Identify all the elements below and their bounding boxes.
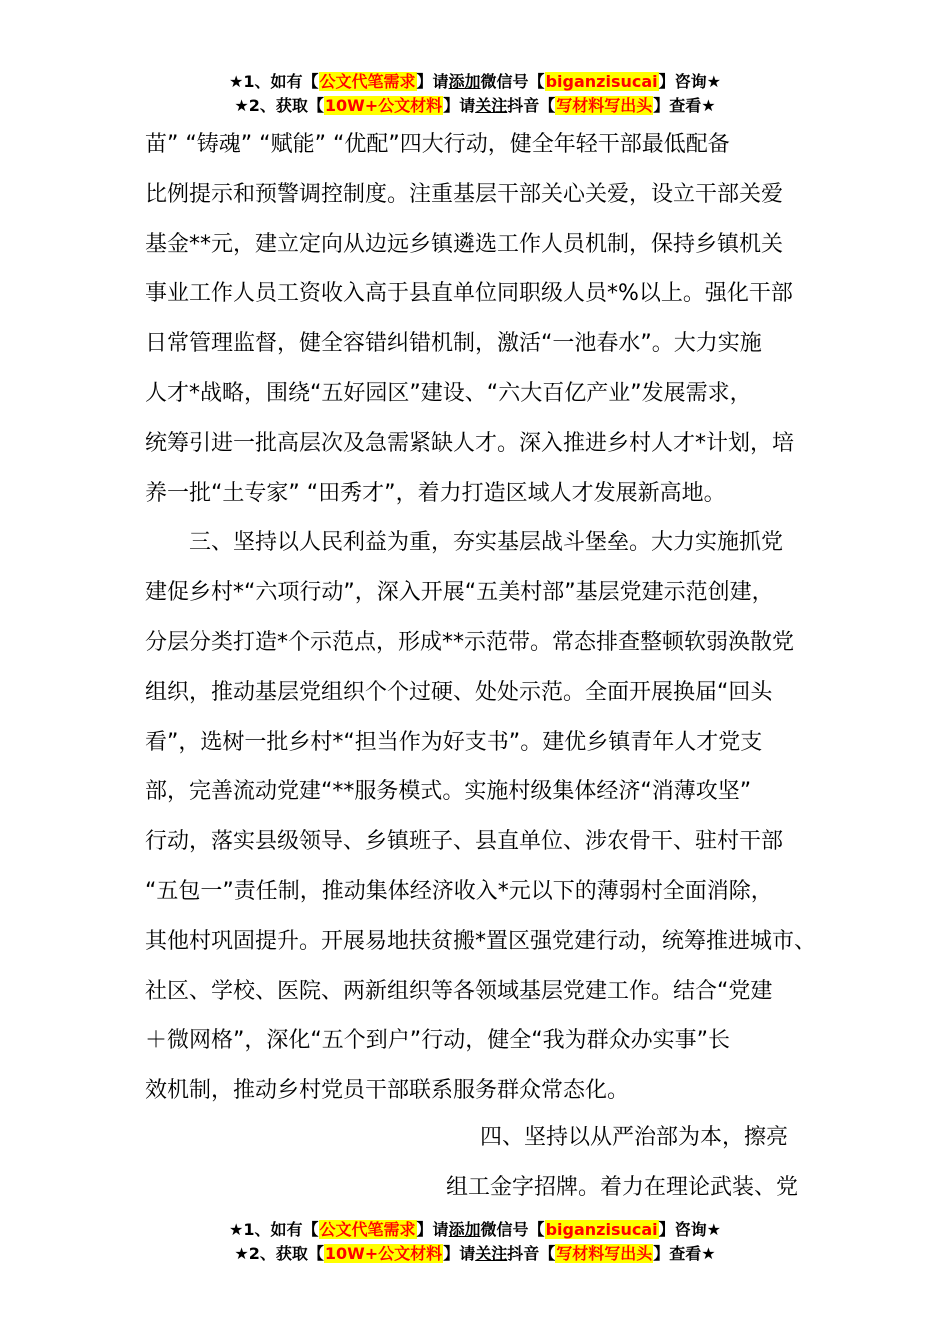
banner-line-1 (0, 70, 950, 94)
banner-text: ★1、如有【 (229, 1220, 319, 1239)
banner-text: 】请 (443, 1244, 476, 1263)
body-line: 养一批“土专家” “田秀才”，着力打造区域人才发展新高地。 (145, 480, 726, 506)
body-line: 行动，落实县级领导、乡镇班子、县直单位、涉农骨干、驻村干部 (145, 829, 784, 855)
banner-text: 】请 (443, 96, 476, 115)
body-line: 组织，推动基层党组织个个过硬、处处示范。全面开展换届“回头 (145, 679, 773, 705)
banner-text: 】请 (416, 1220, 449, 1239)
banner-highlight: 写材料写出头 (556, 1244, 653, 1263)
body-line: 社区、学校、医院、两新组织等各领域基层党建工作。结合“党建 (145, 978, 773, 1004)
banner-text: ★2、获取【 (234, 1244, 324, 1263)
banner-text: ★1、如有【 (229, 72, 319, 91)
body-line: 统筹引进一批高层次及急需紧缺人才。深入推进乡村人才*计划，培 (145, 430, 795, 456)
banner-highlight: 写材料写出头 (556, 96, 653, 115)
footer-banner (0, 1218, 950, 1266)
body-line: ＋微网格”，深化“五个到户”行动，健全“我为群众办实事”长 (145, 1028, 730, 1054)
banner-underlined: 添加 (448, 72, 481, 91)
banner-text: 】查看★ (653, 96, 716, 115)
body-line: 比例提示和预警调控制度。注重基层干部关心关爱，设立干部关爱 (145, 181, 784, 207)
banner-highlight: 公文代笔需求 (319, 1220, 416, 1239)
banner-line-1 (0, 1218, 950, 1242)
section-heading-four-continued: 组工金字招牌。着力在理论武装、党 (446, 1175, 799, 1200)
document-body (145, 120, 835, 1116)
banner-line-2 (0, 94, 950, 118)
banner-highlight: 10W+公文材料 (324, 96, 443, 115)
body-line: 日常管理监督，健全容错纠错机制，激活“一池春水”。大力实施 (145, 331, 762, 357)
banner-text: 】请 (416, 72, 449, 91)
banner-line-2 (0, 1242, 950, 1266)
body-line: 基金**元，建立定向从边远乡镇遴选工作人员机制，保持乡镇机关 (145, 231, 784, 257)
body-line: 效机制，推动乡村党员干部联系服务群众常态化。 (145, 1078, 630, 1104)
banner-underlined: 添加 (448, 1220, 481, 1239)
banner-highlight: biganzisucai (545, 1220, 658, 1239)
banner-underlined: 关注 (475, 96, 508, 115)
body-line: 三、坚持以人民利益为重，夯实基层战斗堡垒。大力实施抓党 (145, 530, 784, 556)
banner-text: ★2、获取【 (234, 96, 324, 115)
banner-text: 】咨询★ (658, 1220, 721, 1239)
banner-text: 微信号【 (480, 1220, 545, 1239)
body-line: 苗” “铸魂” “赋能” “优配”四大行动，健全年轻干部最低配备 (145, 132, 730, 157)
body-line: 部，完善流动党建“**服务模式。实施村级集体经济“消薄攻坚” (145, 779, 752, 805)
body-line: 人才*战略，围绕“五好园区”建设、“六大百亿产业”发展需求， (145, 380, 752, 406)
body-line: 其他村巩固提升。开展易地扶贫搬*置区强党建行动，统筹推进城市、 (145, 928, 817, 954)
body-line: 看”，选树一批乡村*“担当作为好支书”。建优乡镇青年人才党支 (145, 729, 763, 755)
header-banner (0, 70, 950, 118)
banner-underlined: 关注 (475, 1244, 508, 1263)
body-line: “五包一”责任制，推动集体经济收入*元以下的薄弱村全面消除， (145, 878, 773, 904)
banner-text: 抖音【 (507, 1244, 556, 1263)
banner-text: 】查看★ (653, 1244, 716, 1263)
banner-highlight: biganzisucai (545, 72, 658, 91)
body-line: 建促乡村*“六项行动”，深入开展“五美村部”基层党建示范创建， (145, 580, 774, 606)
section-heading-four: 四、坚持以从严治部为本，擦亮 (480, 1125, 789, 1150)
banner-highlight: 10W+公文材料 (324, 1244, 443, 1263)
body-line: 分层分类打造*个示范点，形成**示范带。常态排查整顿软弱涣散党 (145, 629, 795, 655)
body-line: 事业工作人员工资收入高于县直单位同职级人员*%以上。强化干部 (145, 281, 793, 307)
banner-highlight: 公文代笔需求 (319, 72, 416, 91)
banner-text: 微信号【 (480, 72, 545, 91)
banner-text: 抖音【 (507, 96, 556, 115)
banner-text: 】咨询★ (658, 72, 721, 91)
